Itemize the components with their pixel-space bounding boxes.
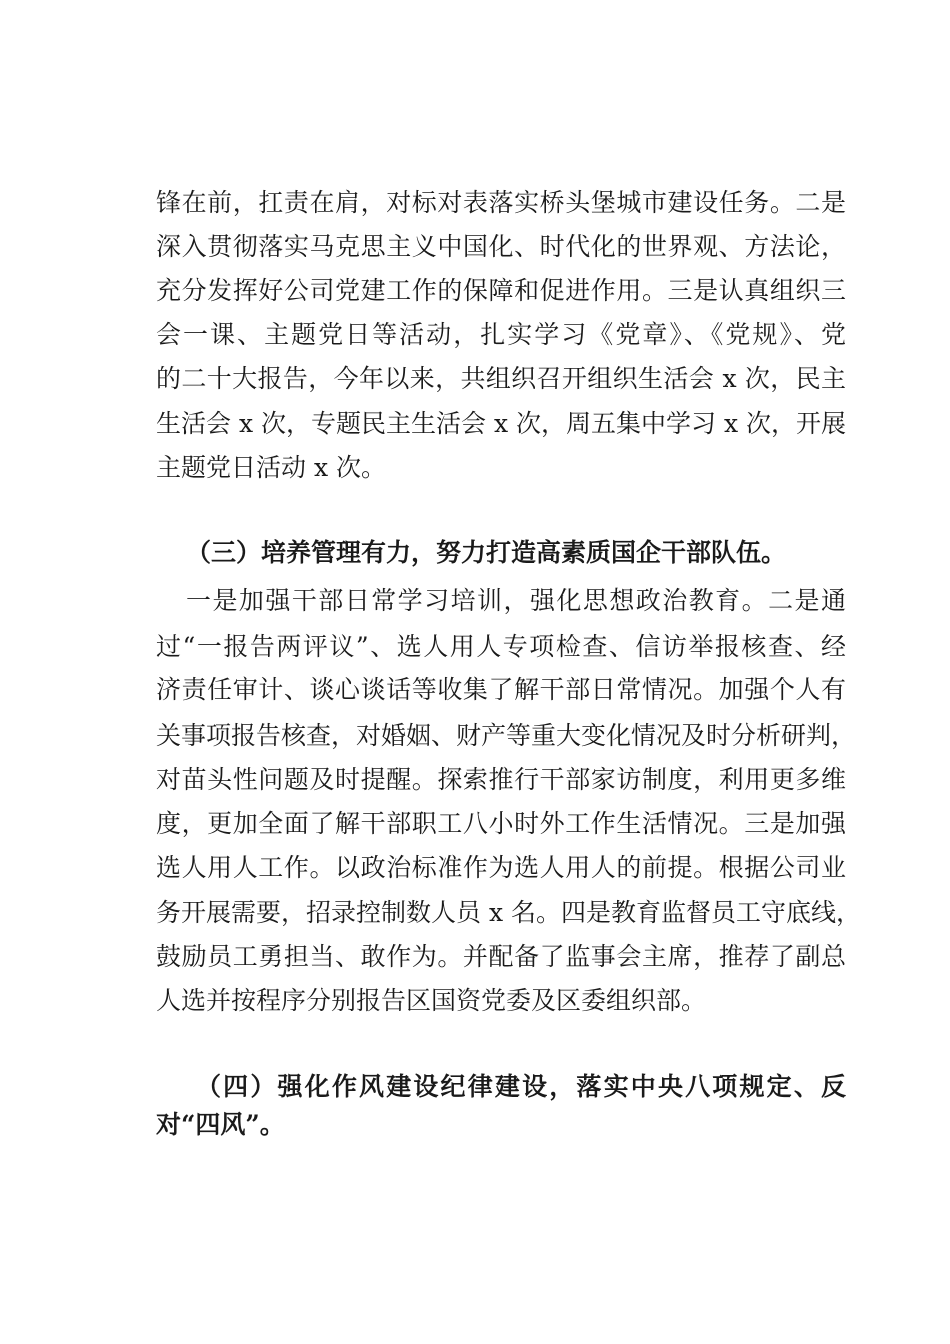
paragraph-line: 深入贯彻落实马克思主义中国化、时代化的世界观、方法论， xyxy=(156,232,846,261)
paragraph-line: 人选并按程序分别报告区国资党委及区委组织部。 xyxy=(156,986,707,1015)
paragraph-line: 选人用人工作。以政治标准作为选人用人的前提。根据公司业 xyxy=(156,853,846,882)
paragraph-line: 的二十大报告，今年以来，共组织召开组织生活会 x 次，民主 xyxy=(156,364,846,393)
paragraph-line: 充分发挥好公司党建工作的保障和促进作用。三是认真组织三 xyxy=(156,276,846,305)
paragraph-line: 对苗头性问题及时提醒。探索推行干部家访制度，利用更多维 xyxy=(156,765,846,794)
paragraph-line: 生活会 x 次，专题民主生活会 x 次，周五集中学习 x 次，开展 xyxy=(156,409,846,438)
paragraph-line: 务开展需要，招录控制数人员 x 名。四是教育监督员工守底线， xyxy=(156,898,861,927)
paragraph-line: 关事项报告核查，对婚姻、财产等重大变化情况及时分析研判， xyxy=(156,721,857,750)
paragraph-line: 过“一报告两评议”、选人用人专项检查、信访举报核查、经 xyxy=(156,632,846,661)
paragraph-line: 一是加强干部日常学习培训，强化思想政治教育。二是通 xyxy=(186,586,846,615)
section-heading-3: （三）培养管理有力，努力打造高素质国企干部队伍。 xyxy=(186,538,787,567)
paragraph-line: 主题党日活动 x 次。 xyxy=(156,453,386,482)
paragraph-line: 度，更加全面了解干部职工八小时外工作生活情况。三是加强 xyxy=(156,809,846,838)
paragraph-line: 锋在前，扛责在肩，对标对表落实桥头堡城市建设任务。二是 xyxy=(156,188,846,217)
paragraph-line: 济责任审计、谈心谈话等收集了解干部日常情况。加强个人有 xyxy=(156,675,846,704)
section-heading-4: （四）强化作风建设纪律建设，落实中央八项规定、反 xyxy=(196,1072,846,1101)
section-heading-4-continued: 对“四风”。 xyxy=(156,1110,285,1139)
paragraph-line: 会一课、主题党日等活动，扎实学习《党章》、《党规》、党 xyxy=(156,320,846,349)
paragraph-line: 鼓励员工勇担当、敢作为。并配备了监事会主席，推荐了副总 xyxy=(156,942,846,971)
